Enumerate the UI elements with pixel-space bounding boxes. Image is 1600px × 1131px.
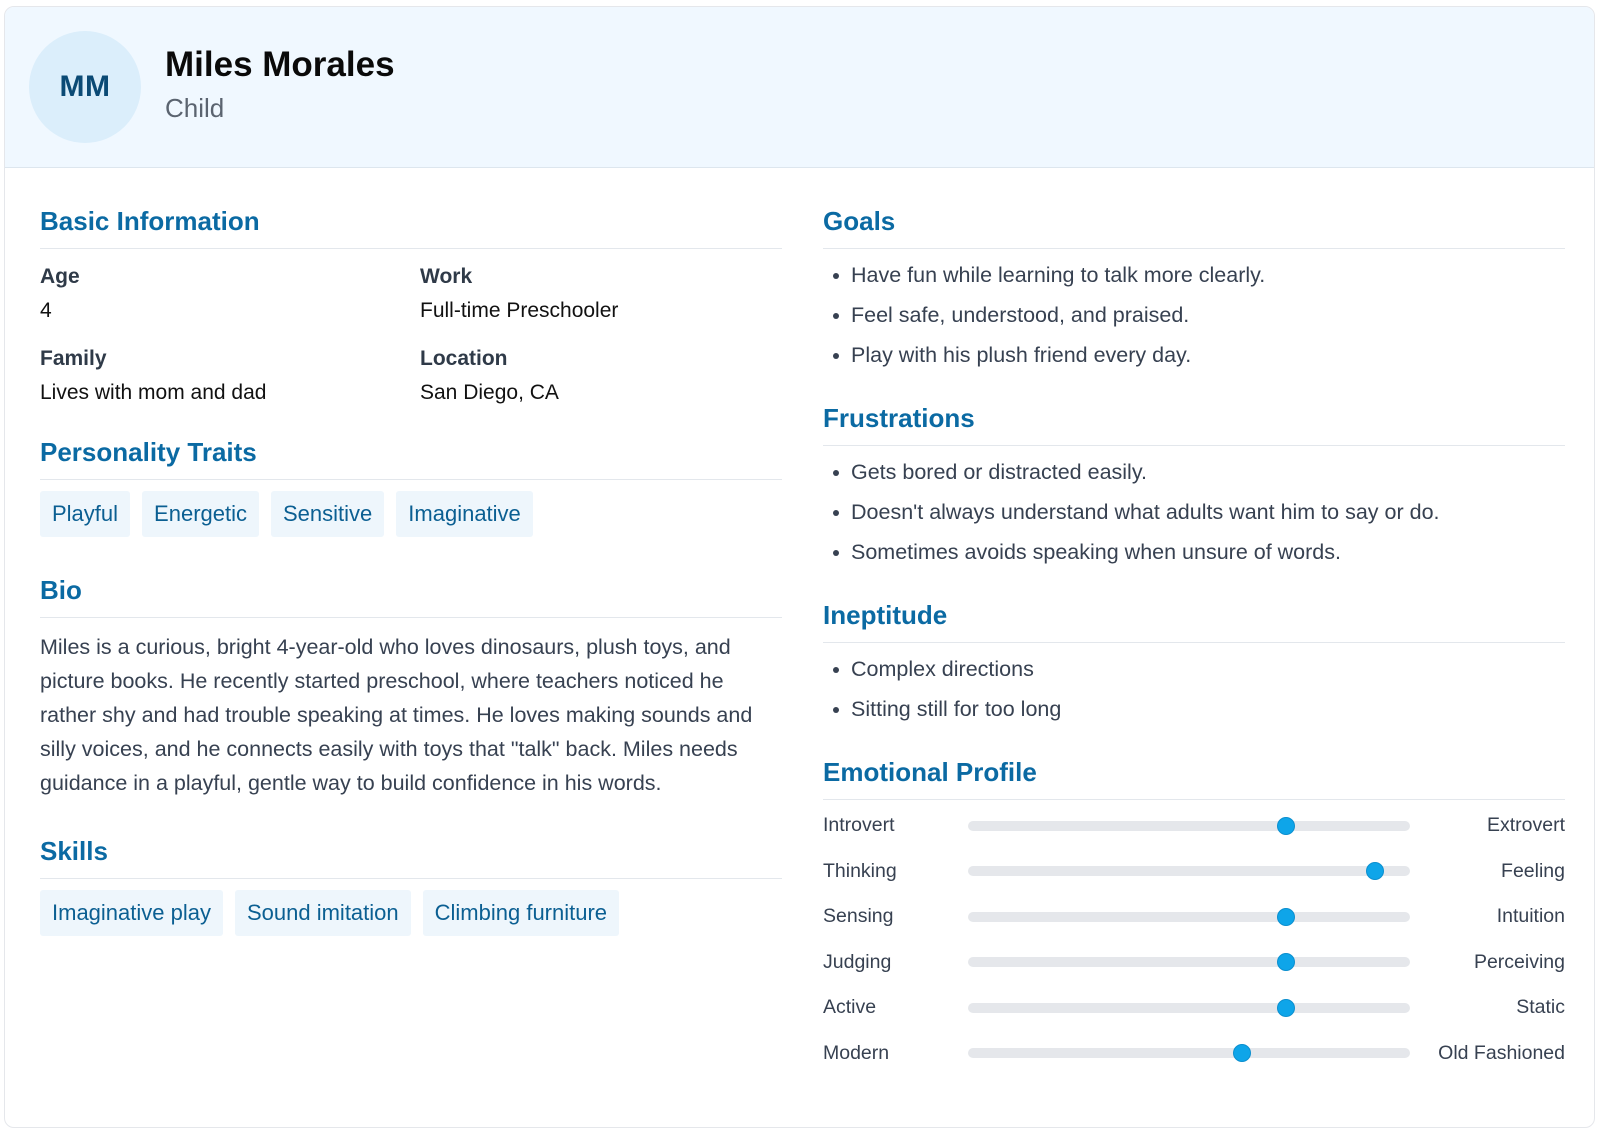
emotion-slider-track bbox=[968, 1048, 1410, 1058]
list-item: Gets bored or distracted easily. bbox=[823, 458, 1565, 486]
left-column bbox=[40, 206, 782, 936]
emotion-slider-row bbox=[823, 1031, 1565, 1077]
skills-section bbox=[40, 836, 782, 936]
persona-name: Miles Morales bbox=[165, 45, 395, 84]
emotion-slider-handle bbox=[1277, 953, 1295, 971]
family-label: Family bbox=[40, 347, 107, 370]
emotion-slider-row bbox=[823, 985, 1565, 1031]
list-item: Feel safe, understood, and praised. bbox=[823, 301, 1565, 329]
emotion-slider-row bbox=[823, 940, 1565, 986]
skill-tag: Climbing furniture bbox=[423, 890, 619, 936]
work-label: Work bbox=[420, 265, 473, 288]
emotion-slider-track bbox=[968, 957, 1410, 967]
avatar-initials: MM bbox=[59, 70, 111, 103]
emotion-left-label: Introvert bbox=[823, 814, 895, 837]
skill-tag: Imaginative play bbox=[40, 890, 223, 936]
bio-title: Bio bbox=[40, 575, 782, 618]
goals-section bbox=[823, 206, 1565, 369]
emotion-right-label: Intuition bbox=[1496, 905, 1565, 928]
list-item: Sometimes avoids speaking when unsure of words. bbox=[823, 538, 1565, 566]
frustrations-section bbox=[823, 403, 1565, 566]
emotion-left-label: Active bbox=[823, 996, 877, 1019]
emotion-left-label: Judging bbox=[823, 950, 892, 973]
personality-tag: Playful bbox=[40, 491, 130, 537]
basic-info-section bbox=[40, 206, 782, 407]
persona-header bbox=[5, 7, 1594, 168]
emotion-slider-track bbox=[968, 866, 1410, 876]
list-item: Play with his plush friend every day. bbox=[823, 341, 1565, 369]
persona-card bbox=[4, 6, 1595, 1128]
age-field bbox=[40, 263, 420, 325]
emotional-profile-section bbox=[823, 757, 1565, 1076]
goals-list bbox=[823, 261, 1565, 369]
bio-text: Miles is a curious, bright 4-year-old who loves dinosaurs, plush toys, and picture books. He recently started preschool, where teachers noticed he rather shy and had trouble speaking at times. He loves making sounds and silly voices, and he connects easily with toys that "talk" back. Miles needs guidance in a playful, gentle way to build confidence in his words. bbox=[40, 635, 753, 795]
skills-title: Skills bbox=[40, 836, 782, 879]
ineptitude-list bbox=[823, 655, 1565, 723]
persona-header-text bbox=[165, 44, 395, 124]
basic-info-title: Basic Information bbox=[40, 206, 782, 249]
personality-title: Personality Traits bbox=[40, 437, 782, 480]
persona-role: Child bbox=[165, 93, 225, 123]
bio-section bbox=[40, 575, 782, 800]
emotion-slider-row bbox=[823, 803, 1565, 849]
emotional-profile-title: Emotional Profile bbox=[823, 757, 1565, 800]
family-field bbox=[40, 345, 420, 407]
list-item: Sitting still for too long bbox=[823, 695, 1565, 723]
family-value: Lives with mom and dad bbox=[40, 381, 267, 404]
skill-tag: Sound imitation bbox=[235, 890, 411, 936]
work-field bbox=[420, 263, 782, 325]
emotion-slider-row bbox=[823, 894, 1565, 940]
age-label: Age bbox=[40, 265, 80, 288]
emotion-slider-track bbox=[968, 1003, 1410, 1013]
emotion-slider-handle bbox=[1366, 862, 1384, 880]
avatar bbox=[29, 31, 141, 143]
skills-tags bbox=[40, 890, 782, 936]
list-item: Have fun while learning to talk more clearly. bbox=[823, 261, 1565, 289]
emotion-right-label: Static bbox=[1516, 996, 1565, 1019]
emotion-right-label: Perceiving bbox=[1473, 950, 1565, 973]
location-label: Location bbox=[420, 347, 508, 370]
work-value: Full-time Preschooler bbox=[420, 299, 619, 322]
personality-tag: Energetic bbox=[142, 491, 259, 537]
frustrations-title: Frustrations bbox=[823, 403, 1565, 446]
right-column bbox=[823, 206, 1565, 1076]
emotion-right-label: Extrovert bbox=[1486, 814, 1565, 837]
emotional-profile-sliders bbox=[823, 803, 1565, 1076]
emotion-slider-handle bbox=[1277, 817, 1295, 835]
emotion-left-label: Thinking bbox=[823, 859, 897, 882]
emotion-right-label: Feeling bbox=[1501, 859, 1565, 882]
emotion-slider-handle bbox=[1277, 999, 1295, 1017]
location-value: San Diego, CA bbox=[420, 381, 559, 404]
goals-title: Goals bbox=[823, 206, 1565, 249]
emotion-slider-track bbox=[968, 912, 1410, 922]
emotion-left-label: Modern bbox=[823, 1041, 890, 1064]
emotion-slider-handle bbox=[1233, 1044, 1251, 1062]
ineptitude-title: Ineptitude bbox=[823, 600, 1565, 643]
emotion-slider-row bbox=[823, 849, 1565, 895]
personality-tag: Imaginative bbox=[396, 491, 533, 537]
list-item: Complex directions bbox=[823, 655, 1565, 683]
emotion-right-label: Old Fashioned bbox=[1438, 1041, 1565, 1064]
emotion-left-label: Sensing bbox=[823, 905, 894, 928]
personality-section bbox=[40, 437, 782, 537]
emotion-slider-handle bbox=[1277, 908, 1295, 926]
personality-tags bbox=[40, 491, 782, 537]
basic-info-grid bbox=[40, 263, 782, 407]
personality-tag: Sensitive bbox=[271, 491, 384, 537]
age-value: 4 bbox=[40, 299, 52, 322]
list-item: Doesn't always understand what adults want him to say or do. bbox=[823, 498, 1565, 526]
frustrations-list bbox=[823, 458, 1565, 566]
location-field bbox=[420, 345, 782, 407]
ineptitude-section bbox=[823, 600, 1565, 723]
emotion-slider-track bbox=[968, 821, 1410, 831]
